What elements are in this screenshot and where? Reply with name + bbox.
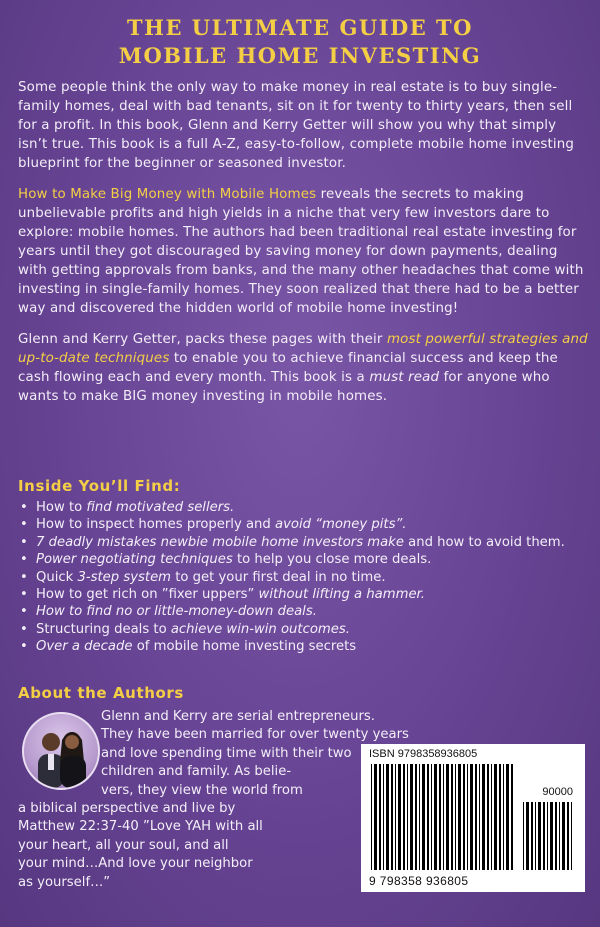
intro-paragraph-1: Some people think the only way to make money in real estate is to buy single-family homes, deal with bad tenants, sit on it for twenty to thirty years, then sell for a profit. In this book, Glenn and Kerry Getter will show you why that simply isn’t true. This book is a full A-Z, easy-to-follow, complete mobile home investing blueprint for the beginner or seasoned investor. [18, 80, 575, 171]
isbn-digits: 9 798358 936805 [369, 874, 469, 888]
about-heading: About the Authors [18, 684, 184, 702]
inside-list [18, 499, 590, 656]
about-line: children and family. As belie- [101, 764, 292, 780]
list-item: • Over a decade of mobile home investing secrets [18, 638, 590, 655]
about-line: your mind…And love your neighbor [18, 856, 253, 872]
about-line: Matthew 22:37-40 ”Love YAH with all [18, 819, 263, 835]
p3-text-e: for anyone who wants to make BIG money investing in mobile homes. [18, 370, 550, 404]
p3-must-read: must read [369, 370, 440, 385]
p3-text-a: Glenn and Kerry Getter, packs these pages with their [18, 332, 387, 347]
list-item: • Structuring deals to achieve win-win outcomes. [18, 621, 590, 638]
barcode-main-icon [371, 764, 516, 870]
book-title-highlight: How to Make Big Money with Mobile Homes [18, 187, 317, 202]
title-line-1: THE ULTIMATE GUIDE TO [127, 15, 473, 40]
about-line: vers, they view the world from [101, 782, 303, 798]
description [18, 78, 590, 418]
barcode-addon-icon [523, 802, 575, 870]
isbn-label: ISBN 9798358936805 [369, 748, 478, 760]
title-line-2: MOBILE HOME INVESTING [118, 43, 482, 68]
list-item: • How to find motivated sellers. [18, 499, 590, 516]
inside-heading: Inside You’ll Find: [18, 477, 181, 495]
about-line: a biblical perspective and live by [18, 801, 236, 817]
list-item: • How to inspect homes properly and avoid “money pits”. [18, 516, 590, 533]
list-item: • How to find no or little-money-down deals. [18, 603, 590, 620]
intro-paragraph-3 [18, 330, 590, 406]
isbn-barcode-box [361, 744, 585, 892]
intro-paragraph-2 [18, 185, 590, 318]
p3-highlight: most powerful strategies and up-to-date techniques [18, 332, 588, 366]
about-line: your heart, all your soul, and all [18, 837, 229, 853]
p3-text-c: to enable you to achieve financial success and keep the cash flowing each and every month. This book is a [18, 351, 558, 385]
list-item: • How to get rich on ”fixer uppers” without lifting a hammer. [18, 586, 590, 603]
back-cover-title [0, 14, 600, 70]
about-line: Glenn and Kerry are serial entrepreneurs. [101, 709, 375, 724]
price-code: 90000 [542, 786, 573, 798]
intro-paragraph-2-text: reveals the secrets to making unbelievable profits and high yields in a niche that very few investors dare to explore: mobile homes. The authors had been traditional real estate investing for years until they got discouraged by saving money for down payments, dealing with getting approvals from banks, and the many other headaches that come with investing in single-family homes. They soon realized that there had to be a better way and discovered the hidden world of mobile home investing! [18, 187, 584, 316]
about-line: and love spending time with their two [101, 745, 352, 761]
list-item: • Quick 3-step system to get your first deal in no time. [18, 569, 590, 586]
about-line: as yourself…” [18, 874, 111, 890]
about-line: They have been married for over twenty years [101, 727, 409, 743]
list-item: • 7 deadly mistakes newbie mobile home investors make and how to avoid them. [18, 534, 590, 551]
list-item: • Power negotiating techniques to help you close more deals. [18, 551, 590, 568]
